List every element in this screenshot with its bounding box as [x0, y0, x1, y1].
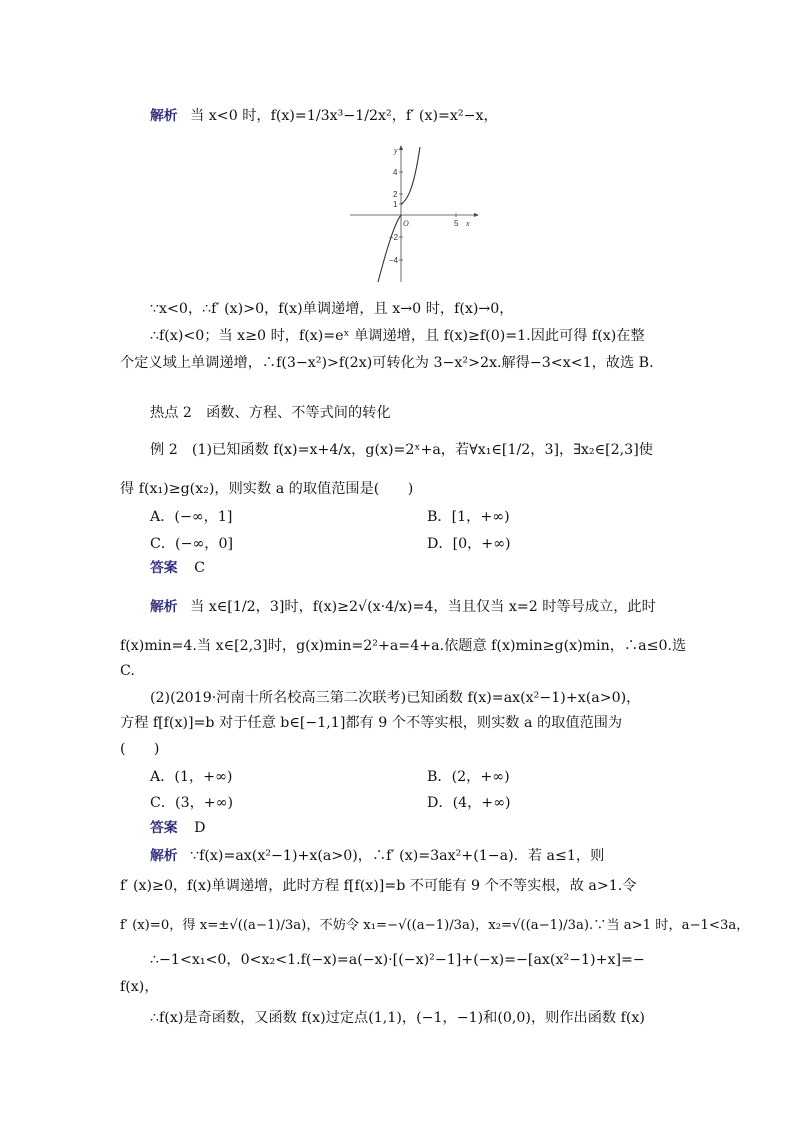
ex2-answer [150, 558, 205, 578]
sol1-line1 [150, 106, 498, 126]
x-label: x [466, 219, 470, 228]
ex2-option-d: D．[0，+∞) [427, 536, 511, 552]
ex2b-sol-line4: ∴−1<x₁<0，0<x₂<1.f(−x)=a(−x)·[(−x)²−1]+(−x)=−[ax(x²−1)+x]=− [150, 952, 645, 968]
curve-left [378, 215, 401, 282]
sol1-line3: ∴f(x)<0；当 x≥0 时，f(x)=eˣ 单调递增，且 f(x)≥f(0)=1.因此可得 f(x)在整 [150, 328, 645, 344]
solution-label: 解析 [150, 108, 178, 124]
x-axis-arrow [474, 213, 479, 217]
ex2b-option-a: A．(1，+∞) [150, 769, 233, 785]
y-label: y [394, 146, 398, 155]
curve-right [401, 147, 420, 204]
ex2b-sol-line6: ∴f(x)是奇函数，又函数 f(x)过定点(1,1)，(−1，−1)和(0,0)，则作出函数 f(x) [150, 1010, 645, 1026]
ex2b-sol-text1: ∵f(x)=ax(x²−1)+x(a>0)，∴f′ (x)=3ax²+(1−a)．若 a≤1，则 [190, 848, 605, 864]
ex2b-sol-line5: f(x)， [120, 979, 159, 995]
ex2b-option-c: C．(3，+∞) [150, 795, 234, 811]
answer-value: C [194, 560, 205, 576]
ex2b-sol-line3: f′ (x)=0，得 x=±√((a−1)/3a)，不妨令 x₁=−√((a−1)/3a)，x₂=√((a−1)/3a).∵当 a>1 时，a−1<3a， [120, 918, 750, 933]
sol1-text1: 当 x<0 时，f(x)=1/3x³−1/2x²，f′ (x)=x²−x， [190, 108, 498, 124]
answer-label: 答案 [150, 820, 178, 836]
ex2b-sol-line2: f′ (x)≥0，f(x)单调递增，此时方程 f[f(x)]=b 不可能有 9 个不等实根，故 a>1.令 [120, 878, 637, 894]
function-graph [346, 142, 480, 286]
solution-label: 解析 [150, 848, 178, 864]
ex2-sol-line2: f(x)min=4.当 x∈[2,3]时，g(x)min=2²+a=4+a.依题意 f(x)min≥g(x)min，∴a≤0.选 [120, 638, 687, 654]
ex2-sol-text1: 当 x∈[1/2，3]时，f(x)≥2√(x·4/x)=4，当且仅当 x=2 时等号成立，此时 [190, 599, 656, 615]
solution-label: 解析 [150, 599, 178, 615]
ex2-sol-line1 [150, 597, 656, 617]
ex2b-line2: 方程 f[f(x)]=b 对于任意 b∈[−1,1]都有 9 个不等实根，则实数 a 的取值范围为 [120, 715, 623, 731]
ex2-sol-line3: C. [120, 663, 135, 679]
ex2b-option-d: D．(4，+∞) [427, 795, 511, 811]
tick-y-neg2: −2 [389, 233, 399, 242]
sol1-line2: ∵x<0，∴f′ (x)>0，f(x)单调递增，且 x→0 时，f(x)→0， [150, 301, 514, 317]
y-axis-arrow [399, 145, 403, 150]
tick-y-4: 4 [393, 168, 398, 177]
ex2b-answer [150, 818, 205, 838]
tick-y-2: 2 [393, 190, 398, 199]
ex2b-option-b: B．(2，+∞) [427, 769, 510, 785]
ex2-line1: 例 2 (1)已知函数 f(x)=x+4/x，g(x)=2ˣ+a，若∀x₁∈[1/2，3]，∃x₂∈[2,3]使 [150, 442, 653, 458]
sol1-line4: 个定义域上单调递增，∴f(3−x²)>f(2x)可转化为 3−x²>2x.解得−3<x<1，故选 B. [120, 355, 654, 371]
graph-svg [346, 142, 480, 286]
ex2-line2: 得 f(x₁)≥g(x₂)，则实数 a 的取值范围是( ) [120, 481, 414, 497]
ex2-option-b: B．[1，+∞) [427, 509, 510, 525]
answer-label: 答案 [150, 560, 178, 576]
ex2-option-c: C．(−∞，0] [150, 536, 234, 552]
tick-y-1: 1 [393, 200, 398, 209]
answer-value: D [194, 820, 206, 836]
ex2b-sol-line1 [150, 846, 604, 866]
tick-y-neg4: −4 [389, 256, 399, 265]
origin-label: O [403, 219, 409, 228]
ex2b-line3: ( ) [120, 741, 160, 757]
ex2b-line1: (2)(2019·河南十所名校高三第二次联考)已知函数 f(x)=ax(x²−1)+x(a>0)， [150, 690, 641, 706]
section-title: 热点 2 函数、方程、不等式间的转化 [150, 405, 391, 421]
ex2-option-a: A．(−∞，1] [150, 509, 233, 525]
tick-x-5: 5 [454, 219, 459, 228]
